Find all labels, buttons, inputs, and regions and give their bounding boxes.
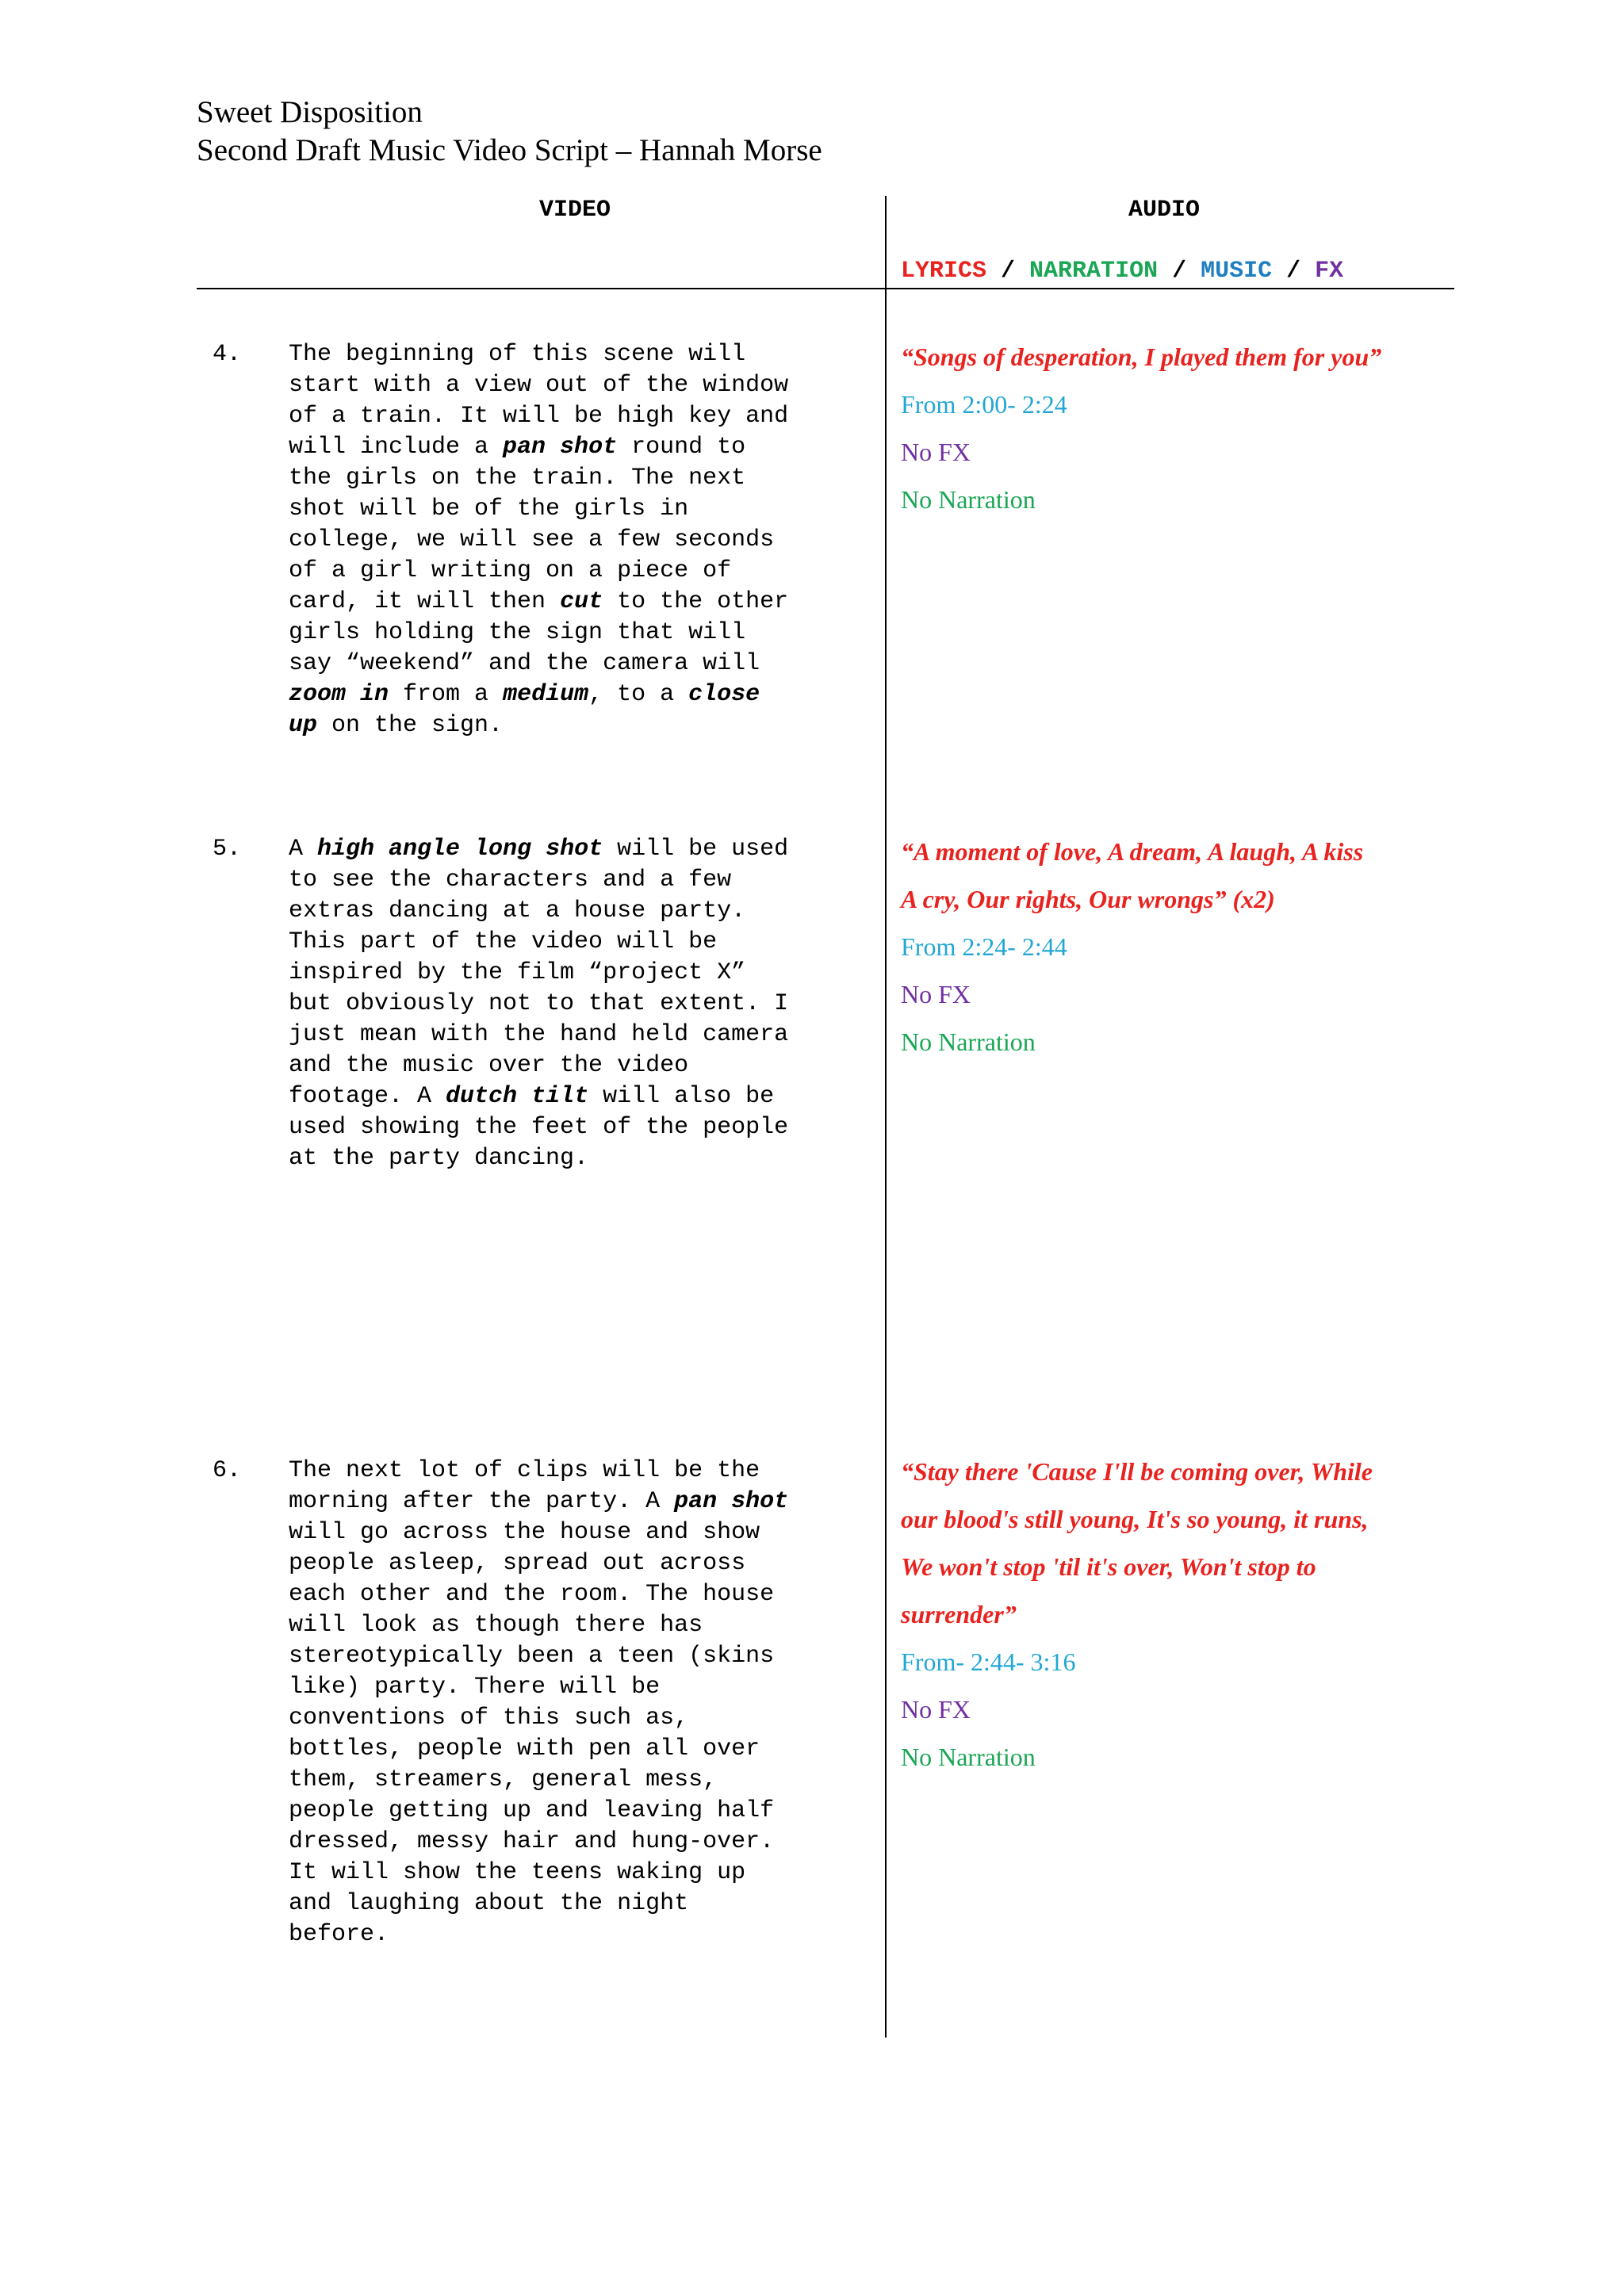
- description-text: the girls on the train. The next: [289, 465, 746, 492]
- description-text: bottles, people with pen all over: [289, 1735, 760, 1762]
- description-text: will look as though there has: [289, 1612, 703, 1639]
- scene-description: [289, 1456, 875, 1950]
- scene-audio: [901, 333, 1456, 523]
- description-line: [289, 1487, 875, 1517]
- description-text: morning after the party. A: [289, 1488, 675, 1515]
- description-text: card, it will then: [289, 588, 561, 615]
- description-line: [289, 494, 875, 525]
- narration-note: No Narration: [901, 1027, 1036, 1056]
- description-line: [289, 401, 875, 432]
- description-text: start with a view out of the window: [289, 372, 789, 399]
- description-text: will go across the house and show: [289, 1519, 760, 1546]
- description-line: [289, 1641, 875, 1672]
- description-text: and the music over the video: [289, 1052, 689, 1079]
- description-text: them, streamers, general mess,: [289, 1766, 718, 1793]
- legend-lyrics: LYRICS: [901, 258, 987, 285]
- description-line: [289, 1919, 875, 1950]
- description-text: on the sign.: [317, 712, 504, 739]
- audio-column-header: AUDIO: [1128, 197, 1201, 224]
- description-line: [289, 1610, 875, 1641]
- description-line: [289, 896, 875, 927]
- description-text: footage. A: [289, 1083, 446, 1110]
- description-text: The next lot of clips will be the: [289, 1457, 760, 1484]
- description-text: extras dancing at a house party.: [289, 897, 746, 924]
- scene-number: 6.: [213, 1457, 242, 1484]
- legend-separator: /: [1272, 258, 1316, 285]
- camera-term: up: [289, 712, 318, 739]
- description-line: [289, 958, 875, 989]
- description-text: to the other: [603, 588, 789, 615]
- description-line: [289, 525, 875, 556]
- narration-note: No Narration: [901, 1743, 1036, 1771]
- description-text: It will show the teens waking up: [289, 1859, 746, 1886]
- description-text: used showing the feet of the people: [289, 1114, 789, 1141]
- script-subtitle: Second Draft Music Video Script – Hannah Morse: [197, 133, 822, 167]
- description-text: of a girl writing on a piece of: [289, 557, 732, 584]
- camera-term: pan shot: [503, 434, 618, 461]
- description-text: dressed, messy hair and hung-over.: [289, 1828, 775, 1855]
- lyrics-line: surrender”: [901, 1600, 1017, 1628]
- page-title: [197, 94, 822, 170]
- description-line: [289, 865, 875, 896]
- description-line: [289, 587, 875, 618]
- camera-term: pan shot: [674, 1488, 789, 1515]
- description-line: [289, 1456, 875, 1487]
- description-line: [289, 463, 875, 494]
- description-text: round to: [617, 434, 746, 461]
- description-line: [289, 1734, 875, 1765]
- description-line: [289, 432, 875, 463]
- description-text: before.: [289, 1921, 389, 1948]
- description-text: inspired by the film “project X”: [289, 959, 746, 986]
- description-text: The beginning of this scene will: [289, 341, 746, 368]
- lyrics-line: A cry, Our rights, Our wrongs” (x2): [901, 885, 1275, 913]
- description-text: will be used: [603, 836, 789, 863]
- description-text: say “weekend” and the camera will: [289, 650, 760, 677]
- description-line: [289, 1703, 875, 1734]
- description-line: [289, 1827, 875, 1858]
- description-line: [289, 1888, 875, 1919]
- lyrics-line: “Songs of desperation, I played them for you”: [901, 342, 1382, 371]
- camera-term: medium: [503, 681, 589, 708]
- description-text: stereotypically been a teen (skins: [289, 1643, 775, 1670]
- fx-note: No FX: [901, 438, 971, 466]
- scene-audio: [901, 828, 1456, 1066]
- description-text: college, we will see a few seconds: [289, 526, 775, 553]
- legend-music: MUSIC: [1201, 258, 1273, 285]
- description-line: [289, 834, 875, 865]
- description-text: shot will be of the girls in: [289, 496, 689, 522]
- description-text: will also be: [588, 1083, 775, 1110]
- description-line: [289, 370, 875, 401]
- description-line: [289, 1050, 875, 1081]
- description-line: [289, 1020, 875, 1050]
- description-line: [289, 1858, 875, 1888]
- timestamp: From 2:00- 2:24: [901, 390, 1067, 419]
- description-text: girls holding the sign that will: [289, 619, 746, 646]
- description-line: [289, 927, 875, 958]
- description-text: like) party. There will be: [289, 1674, 661, 1701]
- fx-note: No FX: [901, 980, 971, 1008]
- scene-number: 4.: [213, 341, 242, 368]
- description-line: [289, 1548, 875, 1579]
- description-line: [289, 1765, 875, 1796]
- description-line: [289, 339, 875, 370]
- description-line: [289, 679, 875, 710]
- description-line: [289, 1579, 875, 1610]
- description-text: from a: [389, 681, 504, 708]
- legend-separator: /: [986, 258, 1030, 285]
- camera-term: dutch tilt: [446, 1083, 589, 1110]
- description-text: A: [289, 836, 318, 863]
- lyrics-line: our blood's still young, It's so young, it runs,: [901, 1505, 1369, 1533]
- lyrics-line: “A moment of love, A dream, A laugh, A kiss: [901, 837, 1364, 866]
- timestamp: From- 2:44- 3:16: [901, 1647, 1076, 1676]
- scene-audio: [901, 1448, 1456, 1781]
- legend-fx: FX: [1315, 258, 1344, 285]
- description-text: , to a: [588, 681, 689, 708]
- description-line: [289, 1796, 875, 1827]
- song-title: Sweet Disposition: [197, 95, 423, 129]
- video-column-header: VIDEO: [539, 197, 611, 224]
- description-line: [289, 1143, 875, 1174]
- description-line: [289, 1672, 875, 1703]
- legend-narration: NARRATION: [1029, 258, 1159, 285]
- description-text: of a train. It will be high key and: [289, 403, 789, 430]
- lyrics-line: We won't stop 'til it's over, Won't stop to: [901, 1552, 1316, 1581]
- legend-separator: /: [1158, 258, 1201, 285]
- description-text: just mean with the hand held camera: [289, 1021, 789, 1048]
- description-line: [289, 618, 875, 649]
- description-text: at the party dancing.: [289, 1145, 589, 1172]
- description-line: [289, 710, 875, 741]
- description-text: people asleep, spread out across: [289, 1550, 746, 1577]
- description-line: [289, 989, 875, 1020]
- description-line: [289, 1112, 875, 1143]
- description-line: [289, 649, 875, 679]
- camera-term: zoom in: [289, 681, 389, 708]
- description-text: each other and the room. The house: [289, 1581, 775, 1608]
- description-text: people getting up and leaving half: [289, 1797, 775, 1824]
- description-text: will include a: [289, 434, 504, 461]
- scene-number: 5.: [213, 836, 242, 863]
- lyrics-line: “Stay there 'Cause I'll be coming over, While: [901, 1457, 1373, 1486]
- header-rule: [197, 288, 1454, 289]
- description-line: [289, 556, 875, 587]
- column-divider: [885, 196, 887, 2038]
- description-text: but obviously not to that extent. I: [289, 990, 789, 1017]
- scene-description: [289, 834, 875, 1174]
- narration-note: No Narration: [901, 485, 1036, 514]
- camera-term: high angle long shot: [317, 836, 603, 863]
- description-text: This part of the video will be: [289, 928, 718, 955]
- timestamp: From 2:24- 2:44: [901, 932, 1067, 961]
- description-line: [289, 1517, 875, 1548]
- camera-term: cut: [560, 588, 603, 615]
- description-text: conventions of this such as,: [289, 1705, 689, 1732]
- scene-description: [289, 339, 875, 741]
- description-line: [289, 1081, 875, 1112]
- description-text: to see the characters and a few: [289, 867, 732, 894]
- fx-note: No FX: [901, 1695, 971, 1724]
- description-text: and laughing about the night: [289, 1890, 689, 1917]
- camera-term: close: [688, 681, 760, 708]
- audio-legend: [901, 258, 1343, 285]
